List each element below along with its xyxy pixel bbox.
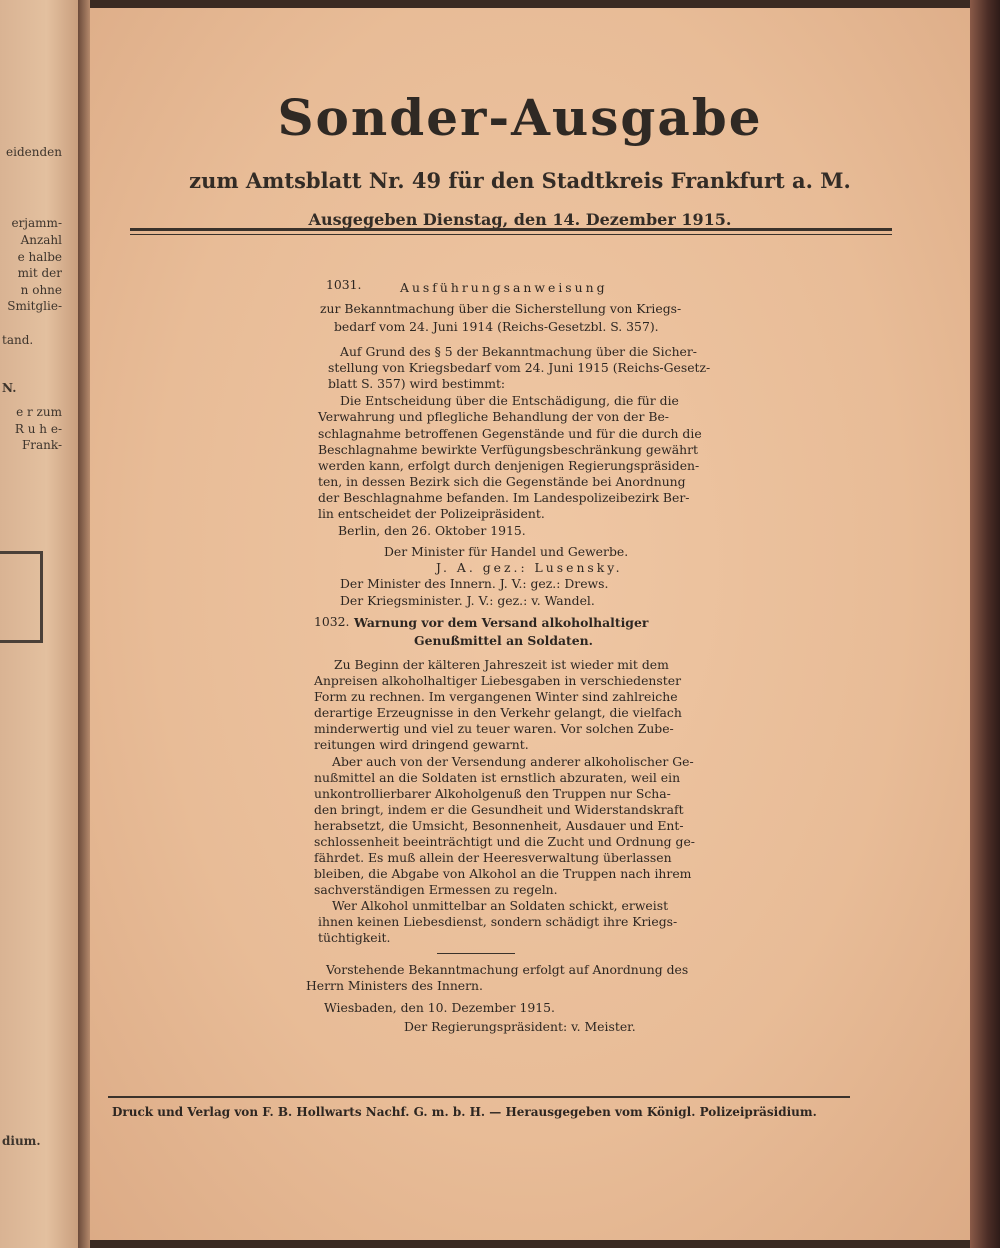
notice-line: derartige Erzeugnisse in den Verkehr gelangt, die vielfach <box>314 705 682 720</box>
notice-heading: Warnung vor dem Versand alkoholhaltiger <box>354 615 649 630</box>
left-text-fragment: e r zum <box>16 405 62 419</box>
notice-heading: Genußmittel an Soldaten. <box>414 633 593 648</box>
place-date: Berlin, den 26. Oktober 1915. <box>338 523 526 538</box>
notice-line: schlagnahme betroffenen Gegenstände und für die durch die <box>318 426 702 441</box>
book-spine <box>970 0 1000 1248</box>
left-text-fragment: n ohne <box>20 283 62 297</box>
notice-heading: Ausführungsanweisung <box>400 280 608 295</box>
closing-place-date: Wiesbaden, den 10. Dezember 1915. <box>324 1000 555 1015</box>
notice-line: sachverständigen Ermessen zu regeln. <box>314 882 558 897</box>
closing-line: Herrn Ministers des Innern. <box>306 978 483 993</box>
notice-line: Zu Beginn der kälteren Jahreszeit ist wieder mit dem <box>334 657 669 672</box>
notice-line: blatt S. 357) wird bestimmt: <box>328 376 506 391</box>
left-text-fragment: Frank- <box>21 438 62 452</box>
notice-line: ten, in dessen Bezirk sich die Gegenstände bei Anordnung <box>318 474 686 489</box>
signature-line: Der Minister des Innern. J. V.: gez.: Drews. <box>340 576 609 591</box>
header-rule <box>130 228 892 235</box>
notice-line: Aber auch von der Versendung anderer alkoholischer Ge- <box>332 754 694 769</box>
left-text-fragment: Smitglie- <box>7 299 62 313</box>
notice-line: werden kann, erfolgt durch denjenigen Regierungspräsiden- <box>318 458 700 473</box>
signature-line: Der Minister für Handel und Gewerbe. <box>384 544 629 559</box>
issue-date: Ausgegeben Dienstag, den 14. Dezember 1915. <box>308 210 732 229</box>
left-text-fragment: N. <box>2 381 17 395</box>
notice-line: unkontrollierbarer Alkoholgenuß den Truppen nur Scha- <box>314 786 671 801</box>
notice-line: Wer Alkohol unmittelbar an Soldaten schickt, erweist <box>332 898 669 913</box>
left-page-box <box>0 551 43 643</box>
page-title: Sonder-Ausgabe <box>277 88 763 147</box>
footer-rule <box>108 1096 850 1098</box>
notice-line: Anpreisen alkoholhaltiger Liebesgaben in verschiedenster <box>314 673 682 688</box>
section-separator <box>437 953 515 954</box>
page-subtitle: zum Amtsblatt Nr. 49 für den Stadtkreis Frankfurt a. M. <box>189 168 851 193</box>
notice-line: bedarf vom 24. Juni 1914 (Reichs-Gesetzbl. S. 357). <box>334 319 659 334</box>
notice-line: Beschlagnahme bewirkte Verfügungsbeschränkung gewährt <box>318 442 699 457</box>
left-text-fragment: tand. <box>2 333 34 347</box>
notice-line: Die Entscheidung über die Entschädigung, die für die <box>340 393 679 408</box>
notice-number: 1031. <box>326 277 362 292</box>
notice-line: ihnen keinen Liebesdienst, sondern schädigt ihre Kriegs- <box>318 914 678 929</box>
signature-line: J. A. gez.: Lusensky. <box>436 560 623 575</box>
left-text-fragment: erjamm- <box>11 216 62 230</box>
notice-line: tüchtigkeit. <box>318 930 391 945</box>
left-text-fragment: eidenden <box>6 145 62 159</box>
notice-line: herabsetzt, die Umsicht, Besonnenheit, Ausdauer und Ent- <box>314 818 684 833</box>
notice-line: reitungen wird dringend gewarnt. <box>314 737 529 752</box>
notice-line: den bringt, indem er die Gesundheit und Widerstandskraft <box>314 802 684 817</box>
left-text-fragment: e halbe <box>17 250 62 264</box>
closing-line: Vorstehende Bekanntmachung erfolgt auf Anordnung des <box>326 962 689 977</box>
notice-line: bleiben, die Abgabe von Alkohol an die Truppen nach ihrem <box>314 866 692 881</box>
notice-line: Auf Grund des § 5 der Bekanntmachung über die Sicher- <box>340 344 697 359</box>
left-text-fragment: mit der <box>17 266 62 280</box>
notice-line: minderwertig und viel zu teuer waren. Vor solchen Zube- <box>314 721 674 736</box>
notice-line: schlossenheit beeinträchtigt und die Zucht und Ordnung ge- <box>314 834 695 849</box>
notice-line: zur Bekanntmachung über die Sicherstellung von Kriegs- <box>320 301 682 316</box>
notice-line: Form zu rechnen. Im vergangenen Winter sind zahlreiche <box>314 689 678 704</box>
notice-line: stellung von Kriegsbedarf vom 24. Juni 1915 (Reichs-Gesetz- <box>328 360 711 375</box>
notice-number: 1032. <box>314 614 350 629</box>
left-text-fragment: Anzahl <box>20 233 62 247</box>
notice-line: nußmittel an die Soldaten ist ernstlich abzuraten, weil ein <box>314 770 681 785</box>
left-page-edge <box>0 0 78 1248</box>
book-gutter <box>78 0 90 1248</box>
closing-signature: Der Regierungspräsident: v. Meister. <box>404 1019 636 1034</box>
notice-line: der Beschlagnahme befanden. Im Landespolizeibezirk Ber- <box>318 490 690 505</box>
signature-line: Der Kriegsminister. J. V.: gez.: v. Wandel. <box>340 593 595 608</box>
notice-line: Verwahrung und pflegliche Behandlung der von der Be- <box>318 409 669 424</box>
left-text-fragment: dium. <box>2 1134 41 1148</box>
notice-line: lin entscheidet der Polizeipräsident. <box>318 506 545 521</box>
left-text-fragment: R u h e- <box>14 422 62 436</box>
imprint-footer: Druck und Verlag von F. B. Hollwarts Nachf. G. m. b. H. — Herausgegeben vom Königl. Polizeipräsidium. <box>112 1105 817 1119</box>
notice-line: fährdet. Es muß allein der Heeresverwaltung überlassen <box>314 850 672 865</box>
